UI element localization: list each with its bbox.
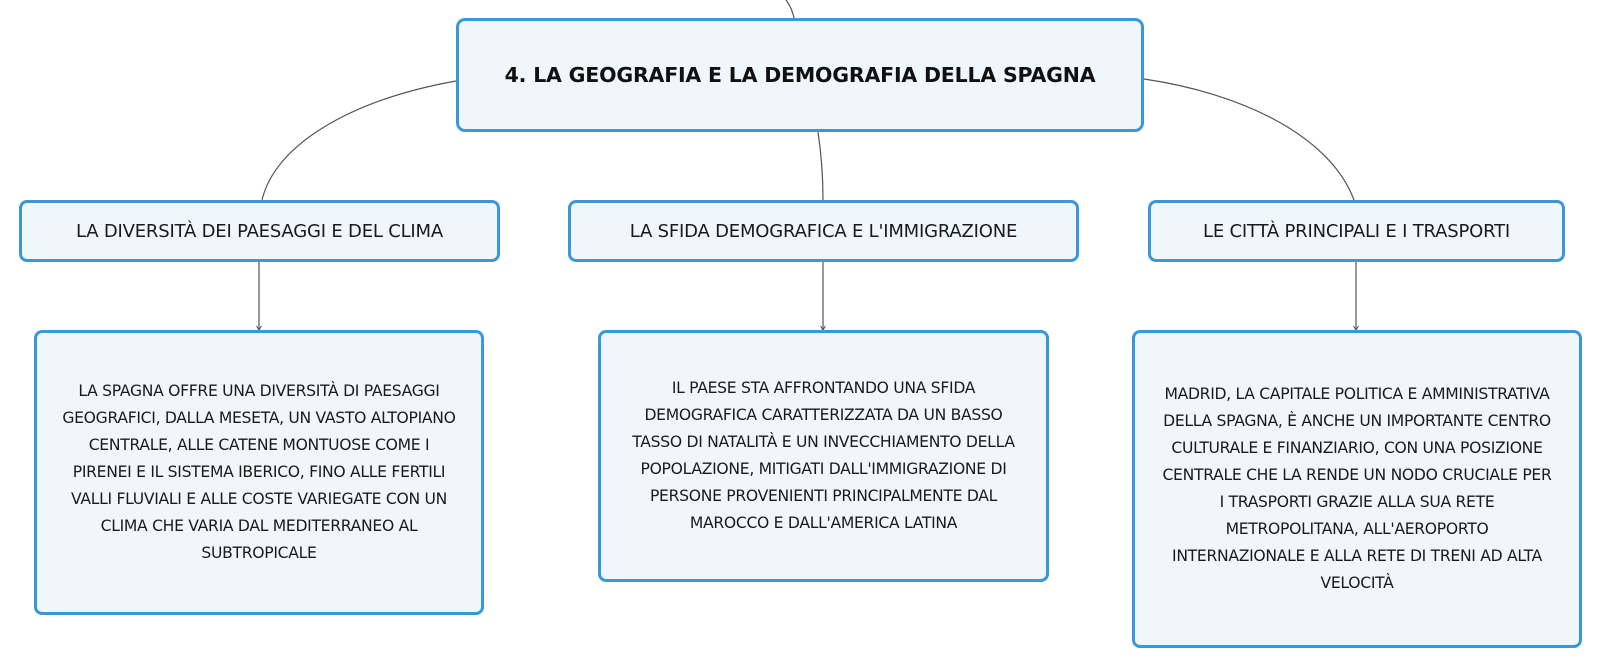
detail-line: CENTRALE CHE LA RENDE UN NODO CRUCIALE PER <box>1162 466 1552 484</box>
detail-line: METROPOLITANA, ALL'AEROPORTO <box>1225 520 1489 538</box>
detail-line: SUBTROPICALE <box>201 544 317 562</box>
branch-topic-label: LA SFIDA DEMOGRAFICA E L'IMMIGRAZIONE <box>629 220 1018 242</box>
detail-topic-text <box>1162 381 1551 597</box>
detail-line: VALLI FLUVIALI E ALLE COSTE VARIEGATE CON UN <box>71 490 447 508</box>
connector-root-to-branch-2 <box>818 132 823 200</box>
detail-line: I TRASPORTI GRAZIE ALLA SUA RETE <box>1219 493 1495 511</box>
detail-line: DEMOGRAFICA CARATTERIZZATA DA UN BASSO <box>644 406 1003 424</box>
detail-line: CLIMA CHE VARIA DAL MEDITERRANEO AL <box>100 517 418 535</box>
detail-topic-landscapes-climate[interactable] <box>34 330 484 615</box>
detail-topic-demography-immigration[interactable] <box>598 330 1049 582</box>
detail-line: PERSONE PROVENIENTI PRINCIPALMENTE DAL <box>649 487 998 505</box>
detail-line: MAROCCO E DALL'AMERICA LATINA <box>689 514 958 532</box>
detail-line: GEOGRAFICI, DALLA MESETA, UN VASTO ALTOPIANO <box>62 409 456 427</box>
detail-line: PIRENEI E IL SISTEMA IBERICO, FINO ALLE FERTILI <box>72 463 446 481</box>
branch-topic-label: LE CITTÀ PRINCIPALI E I TRASPORTI <box>1203 220 1510 242</box>
connector-root-to-branch-3 <box>1144 79 1354 200</box>
detail-line: DELLA SPAGNA, È ANCHE UN IMPORTANTE CENTRO <box>1163 412 1551 430</box>
connector-root-to-branch-1 <box>262 81 456 200</box>
branch-topic-landscapes-climate[interactable] <box>19 200 500 262</box>
detail-topic-text <box>62 378 455 567</box>
connector-parent-to-root <box>786 0 794 18</box>
detail-line: VELOCITÀ <box>1320 574 1394 592</box>
detail-line: CENTRALE, ALLE CATENE MONTUOSE COME I <box>88 436 430 454</box>
detail-line: POPOLAZIONE, MITIGATI DALL'IMMIGRAZIONE DI <box>640 460 1007 478</box>
root-topic-title: 4. LA GEOGRAFIA E LA DEMOGRAFIA DELLA SPAGNA <box>504 63 1096 87</box>
branch-topic-label: LA DIVERSITÀ DEI PAESAGGI E DEL CLIMA <box>76 220 443 242</box>
detail-line: IL PAESE STA AFFRONTANDO UNA SFIDA <box>671 379 976 397</box>
detail-line: TASSO DI NATALITÀ E UN INVECCHIAMENTO DELLA <box>632 433 1015 451</box>
detail-topic-text <box>632 375 1014 537</box>
detail-line: MADRID, LA CAPITALE POLITICA E AMMINISTRATIVA <box>1164 385 1550 403</box>
branch-topic-cities-transport[interactable] <box>1148 200 1565 262</box>
root-topic-node[interactable] <box>456 18 1144 132</box>
detail-line: LA SPAGNA OFFRE UNA DIVERSITÀ DI PAESAGGI <box>78 382 440 400</box>
detail-line: CULTURALE E FINANZIARIO, CON UNA POSIZIONE <box>1171 439 1543 457</box>
detail-topic-cities-transport[interactable] <box>1132 330 1582 648</box>
branch-topic-demography-immigration[interactable] <box>568 200 1079 262</box>
detail-line: INTERNAZIONALE E ALLA RETE DI TRENI AD ALTA <box>1172 547 1542 565</box>
